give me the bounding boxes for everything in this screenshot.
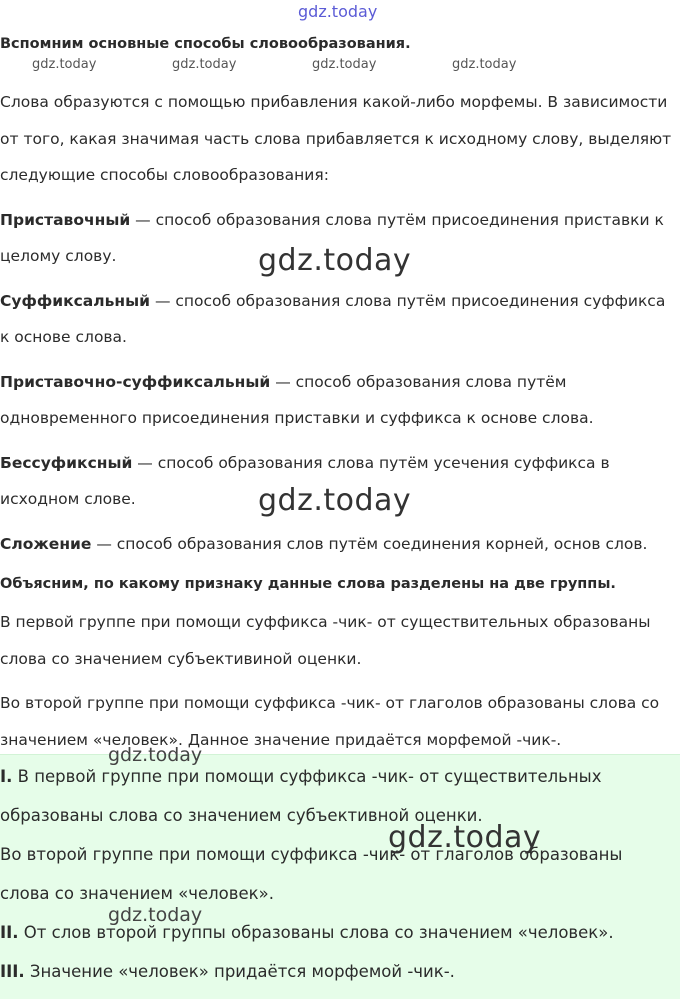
watermark-medium: gdz.today: [108, 904, 203, 926]
watermark-large: gdz.today: [258, 243, 412, 278]
answer-item-i: [0, 757, 680, 835]
watermark-small: gdz.today: [312, 57, 377, 72]
method-term: Приставочный: [0, 210, 131, 229]
method-term: Бессуфиксный: [0, 453, 133, 472]
method-term: Приставочно-суффиксальный: [0, 372, 271, 391]
watermark-medium: gdz.today: [108, 744, 203, 766]
method-prefix-suffix: [0, 364, 680, 437]
watermark-small: gdz.today: [32, 57, 97, 72]
watermark-small: gdz.today: [172, 57, 237, 72]
answer-block: [0, 754, 680, 999]
solution-text: [0, 34, 680, 758]
method-term: Сложение: [0, 534, 92, 553]
section-heading-explain: Объясним, по какому признаку данные слова разделены на две группы.: [0, 576, 616, 592]
answer-text: В первой группе при помощи суффикса -чик- от существительных образованы слова со значением субъективной оценки.: [0, 767, 602, 825]
method-compounding: [0, 526, 680, 563]
method-desc: — способ образования слова путём присоединения суффикса к основе слова.: [0, 291, 666, 346]
method-term: Суффиксальный: [0, 291, 151, 310]
intro-paragraph: Слова образуются с помощью прибавления какой-либо морфемы. В зависимости от того, какая значимая часть слова прибавляется к исходному слову, выделяют следующие способы словообразования:: [0, 93, 672, 184]
method-desc: — способ образования слов путём соединения корней, основ слов.: [91, 534, 648, 553]
method-desc: — способ образования слова путём усечения суффикса в исходном слове.: [0, 453, 610, 508]
answer-label: II.: [0, 923, 19, 942]
answer-item-ii: [0, 913, 680, 952]
section-heading-word-formation: Вспомним основные способы словообразования.: [0, 36, 411, 52]
answer-text: От слов второй группы образованы слова со значением «человек».: [18, 923, 614, 942]
watermark-top: gdz.today: [298, 2, 378, 21]
watermark-large: gdz.today: [388, 820, 542, 855]
answer-text: Значение «человек» придаётся морфемой -чик-.: [24, 962, 455, 981]
explain-paragraph-1: В первой группе при помощи суффикса -чик- от существительных образованы слова со значением субъективиной оценки.: [0, 613, 651, 668]
watermark-small: gdz.today: [452, 57, 517, 72]
explain-paragraph-2: Во второй группе при помощи суффикса -чик- от глаголов образованы слова со значением «человек». Данное значение придаётся морфемой -чик-.: [0, 694, 660, 749]
answer-item-i-continued: Во второй группе при помощи суффикса -чик- от глаголов образованы слова со значением «человек».: [0, 845, 623, 903]
method-desc: — способ образования слова путём присоединения приставки к целому слову.: [0, 210, 664, 265]
method-suffix: [0, 283, 680, 356]
watermark-large: gdz.today: [258, 483, 412, 518]
answer-label: I.: [0, 767, 13, 786]
answer-label: III.: [0, 962, 25, 981]
method-desc: — способ образования слова путём одновременного присоединения приставки и суффикса к основе слова.: [0, 372, 594, 427]
answer-item-iii: [0, 952, 680, 991]
